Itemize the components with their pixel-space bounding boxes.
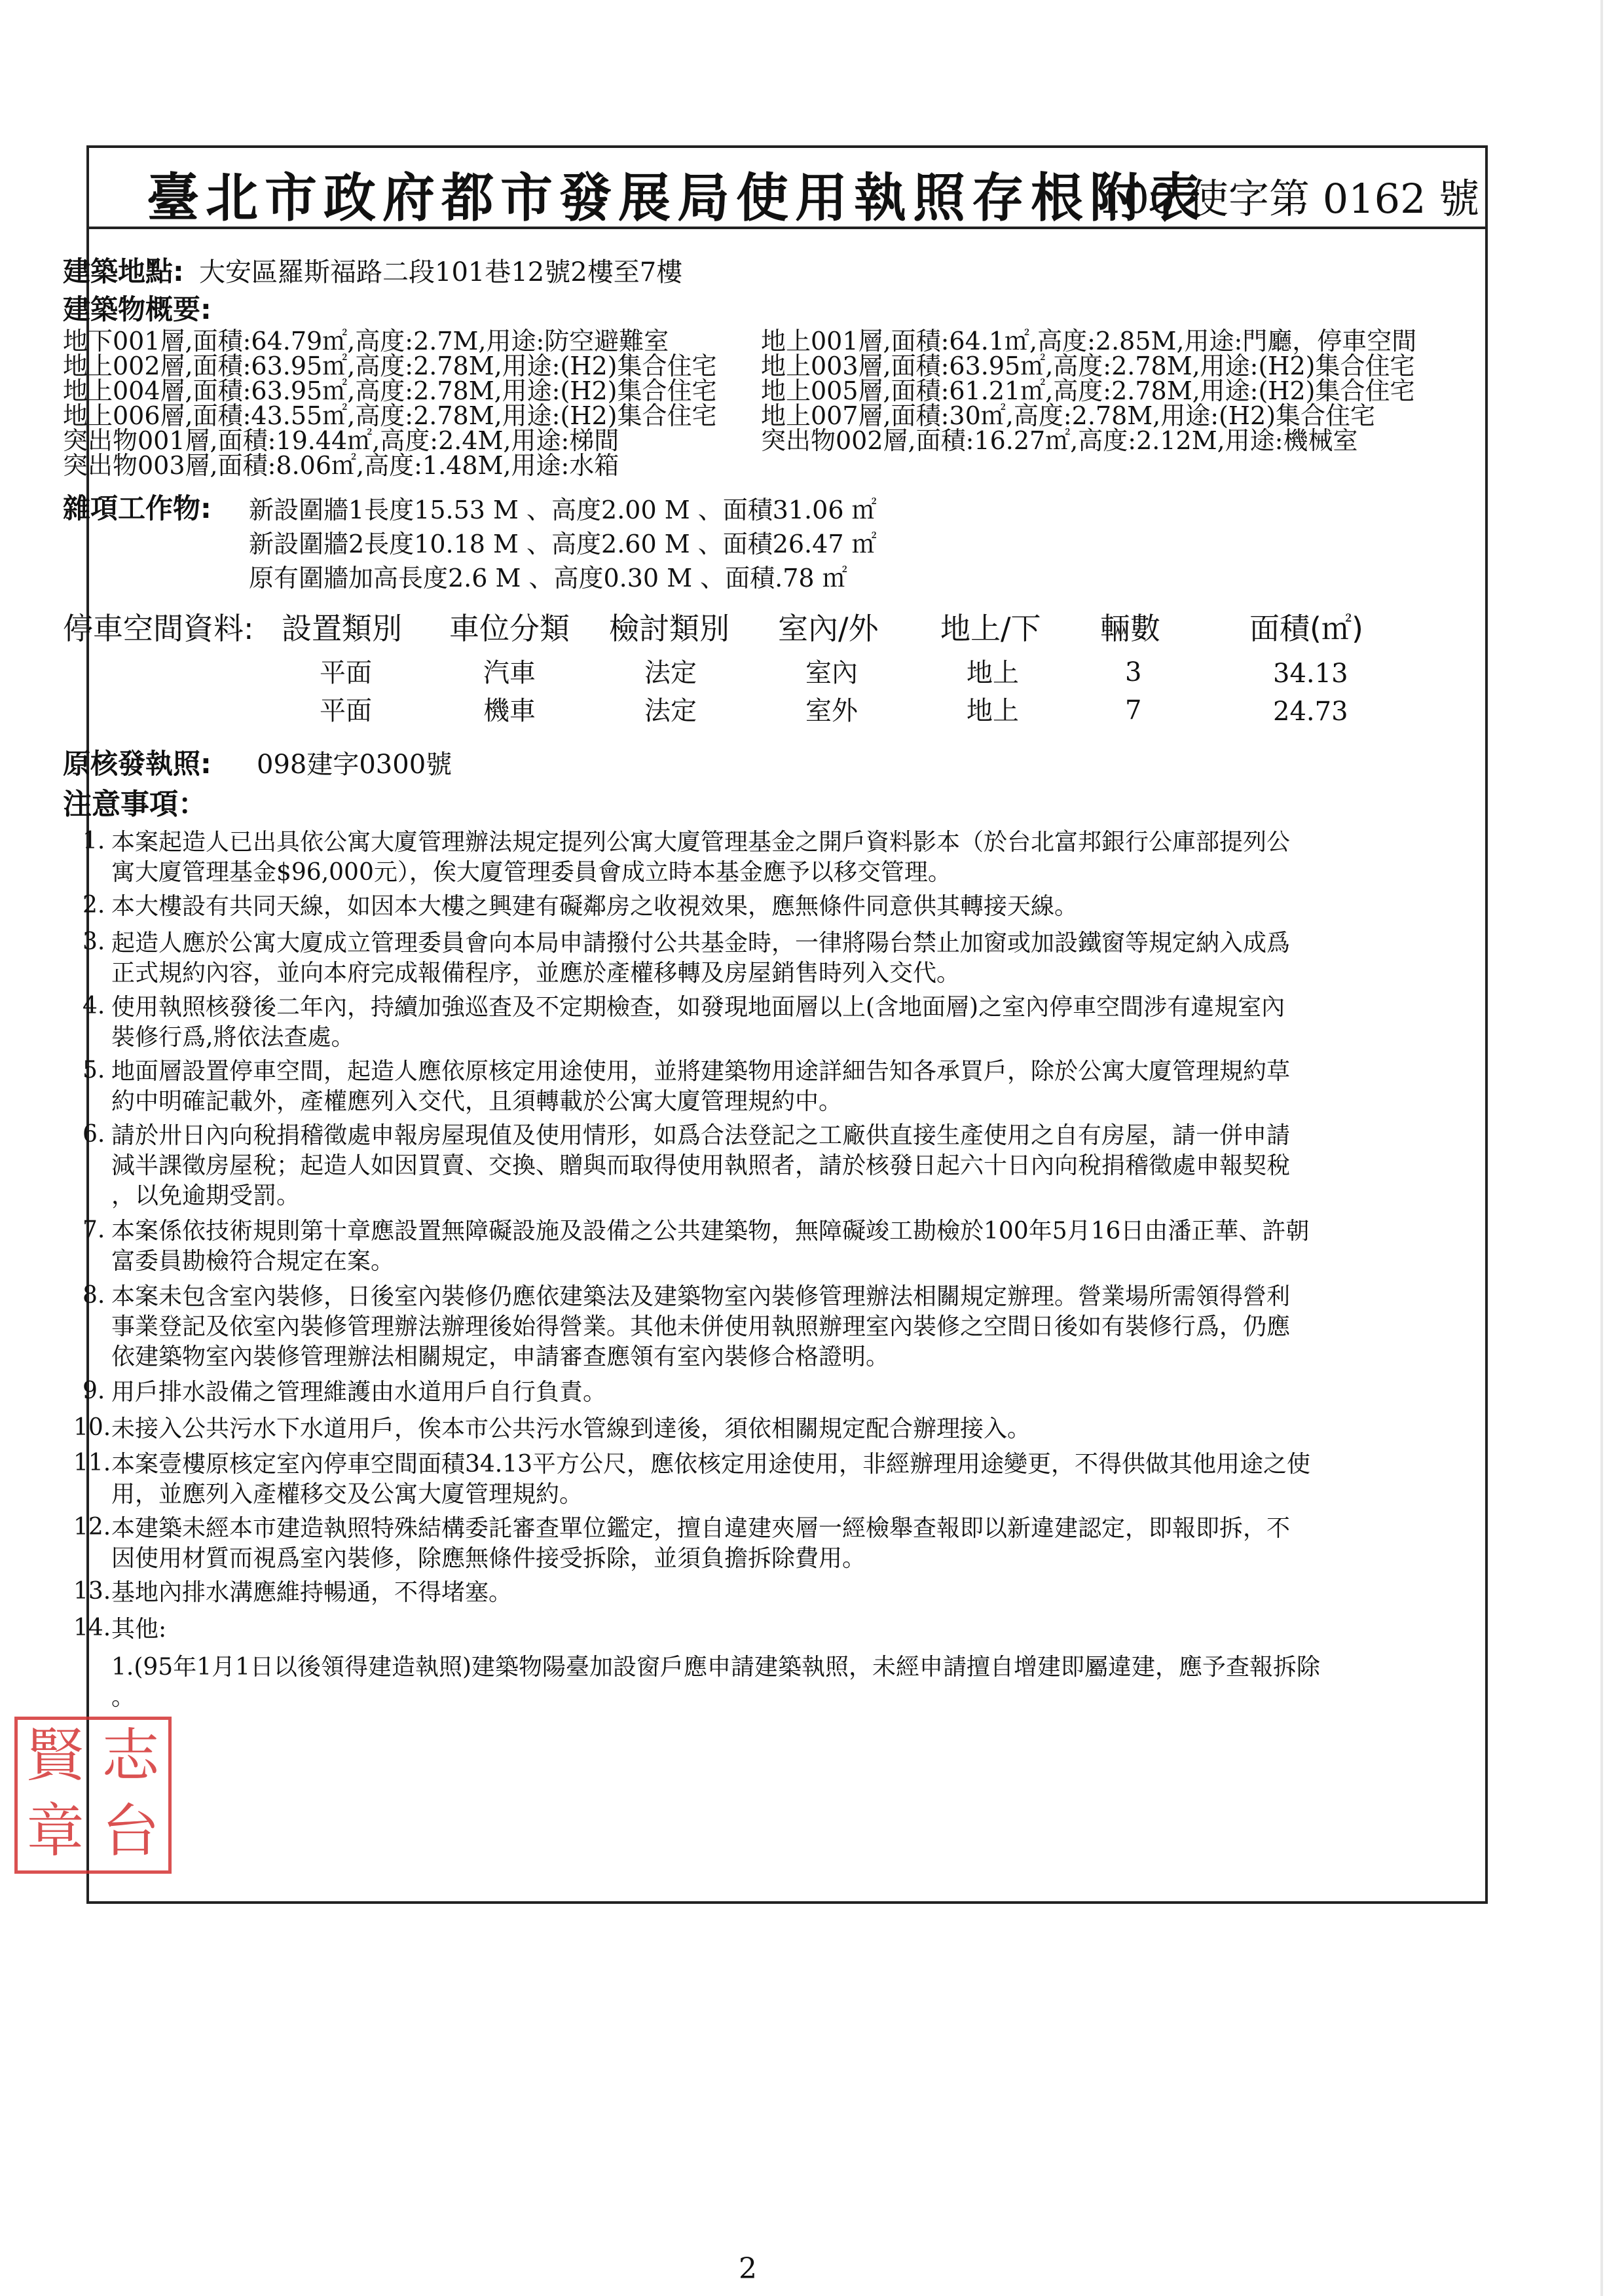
- note-line: 減半課徵房屋稅；起造人如因買賣、交換、贈與而取得使用執照者，請於核發日起六十日內向稅捐稽徵處申報契稅: [111, 1152, 1291, 1179]
- misc-item: 新設圍牆2長度10.18 M 、高度2.60 M 、面積26.47 ㎡: [249, 530, 877, 558]
- note-number: 7.: [83, 1216, 105, 1243]
- table-cell: 法定: [644, 658, 697, 688]
- note-line: 事業登記及依室內裝修管理辦法辦理後始得營業。其他未併使用執照辦理室內裝修之空間日後如有裝修行爲，仍應: [111, 1313, 1291, 1340]
- floor-line: 地上003層,面積:63.95㎡,高度:2.78M,用途:(H2)集合住宅: [761, 352, 1415, 380]
- floor-line: 地上007層,面積:30㎡,高度:2.78M,用途:(H2)集合住宅: [761, 401, 1376, 430]
- overview-label: 建築物概要:: [63, 293, 212, 325]
- note-number: 12.: [73, 1514, 111, 1540]
- floor-line: 地下001層,面積:64.79㎡,高度:2.7M,用途:防空避難室: [63, 327, 669, 355]
- table-cell: 平面: [320, 658, 372, 688]
- original-permit-label: 原核發執照:: [63, 748, 212, 780]
- note-text: [111, 993, 1493, 1053]
- document-title: 臺北市政府都市發展局使用執照存根附表: [147, 167, 1208, 228]
- floor-line: 突出物003層,面積:8.06㎡,高度:1.48M,用途:水箱: [63, 451, 619, 480]
- note-text: [111, 1414, 1493, 1444]
- note-number: 5.: [83, 1057, 105, 1084]
- note-line: 正式規約內容，並向本府完成報備程序，並應於產權移轉及房屋銷售時列入交代。: [111, 960, 961, 987]
- floor-line: 突出物001層,面積:19.44㎡,高度:2.4M,用途:梯間: [63, 426, 619, 455]
- table-cell: 法定: [644, 696, 697, 726]
- note-line: 因使用材質而視爲室內裝修，除應無條件接受拆除，並須負擔拆除費用。: [111, 1545, 866, 1572]
- parking-header: 室內/外: [778, 611, 879, 646]
- table-cell: 34.13: [1273, 659, 1348, 689]
- parking-header: 面積(㎡): [1249, 611, 1363, 646]
- note-text: [111, 828, 1493, 888]
- note-text: [111, 1282, 1493, 1372]
- note-line: 本建築未經本市建造執照特殊結構委託審查單位鑑定，擅自違建夾層一經檢舉查報即以新違建認定，即報即拆，不: [111, 1515, 1291, 1542]
- parking-header: 車位分類: [449, 611, 570, 646]
- note-number: 8.: [83, 1282, 105, 1309]
- note-line: 寓大廈管理基金$96,000元），俟大廈管理委員會成立時本基金應予以移交管理。: [111, 859, 951, 886]
- note-line: 基地內排水溝應維持暢通，不得堵塞。: [111, 1579, 513, 1606]
- misc-item: 原有圍牆加高長度2.6 M 、高度0.30 M 、面積.78 ㎡: [249, 564, 847, 592]
- note-line: 依建築物室內裝修管理辦法相關規定，申請審查應領有室內裝修合格證明。: [111, 1343, 890, 1370]
- floor-line: 突出物002層,面積:16.27㎡,高度:2.12M,用途:機械室: [761, 426, 1358, 455]
- floor-line: 地上006層,面積:43.55㎡,高度:2.78M,用途:(H2)集合住宅: [63, 401, 717, 430]
- seal-char: 志: [101, 1722, 160, 1789]
- seal-char: 台: [101, 1797, 160, 1865]
- table-cell: 3: [1125, 657, 1142, 687]
- note-text: [111, 1614, 1493, 1645]
- note-line: 用，並應列入產權移交及公寓大廈管理規約。: [111, 1481, 583, 1508]
- note-line: 1.(95年1月1日以後領得建造執照)建築物陽臺加設窗戶應申請建築執照，未經申請擅自增建即屬違建，應予查報拆除: [111, 1654, 1321, 1681]
- seal-char: 賢: [26, 1722, 84, 1789]
- misc-item: 新設圍牆1長度15.53 M 、高度2.00 M 、面積31.06 ㎡: [249, 496, 877, 524]
- note-line: 本案係依技術規則第十章應設置無障礙設施及設備之公共建築物，無障礙竣工勘檢於100年5月16日由潘正華、許朝: [111, 1218, 1310, 1245]
- note-text: [111, 1449, 1493, 1510]
- table-cell: 汽車: [483, 658, 536, 688]
- note-text: [111, 892, 1493, 922]
- note-number: 10.: [73, 1414, 111, 1441]
- misc-label: 雜項工作物:: [63, 492, 212, 524]
- table-cell: 地上: [967, 696, 1019, 726]
- note-number: 9.: [83, 1377, 105, 1404]
- note-number: 13.: [73, 1578, 111, 1605]
- note-line: 。: [111, 1684, 136, 1711]
- note-number: 14.: [73, 1614, 111, 1641]
- note-line: 約中明確記載外，產權應列入交代，且須轉載於公寓大廈管理規約中。: [111, 1088, 843, 1115]
- note-number: 6.: [83, 1121, 105, 1148]
- official-seal: [14, 1717, 172, 1874]
- table-cell: 7: [1125, 695, 1142, 725]
- site-value: 大安區羅斯福路二段101巷12號2樓至7樓: [199, 257, 683, 287]
- note-line: 本案壹樓原核定室內停車空間面積34.13平方公尺，應依核定用途使用，非經辦理用途變更，不得供做其他用途之使: [111, 1451, 1311, 1478]
- note-line: 富委員勘檢符合規定在案。: [111, 1248, 395, 1275]
- table-cell: 室內: [805, 658, 858, 688]
- parking-header: 檢討類別: [609, 611, 729, 646]
- note-line: 其他:: [111, 1616, 167, 1643]
- table-cell: 室外: [805, 696, 858, 726]
- note-number: 3.: [83, 928, 105, 955]
- seal-char: 章: [26, 1797, 84, 1865]
- note-number: 11.: [73, 1449, 111, 1476]
- note-line: 裝修行爲,將依法查處。: [111, 1024, 355, 1051]
- note-line: 未接入公共污水下水道用戶，俟本市公共污水管線到達後，須依相關規定配合辦理接入。: [111, 1415, 1031, 1442]
- parking-header: 設置類別: [282, 611, 402, 646]
- note-line: 使用執照核發後二年內，持續加強巡査及不定期檢查，如發現地面層以上(含地面層)之室內停車空間涉有違規室內: [111, 994, 1285, 1021]
- other-note: [111, 1652, 1493, 1713]
- note-text: [111, 1377, 1493, 1408]
- parking-header: 地上/下: [940, 611, 1041, 646]
- note-line: 請於卅日內向稅捐稽徵處申報房屋現值及使用情形，如爲合法登記之工廠供直接生產使用之自有房屋，請一併申請: [111, 1122, 1291, 1149]
- note-line: 用戶排水設備之管理維護由水道用戶自行負責。: [111, 1379, 607, 1406]
- site-label: 建築地點:: [63, 255, 184, 287]
- note-number: 4.: [83, 993, 105, 1019]
- note-text: [111, 1514, 1493, 1574]
- parking-label: 停車空間資料:: [63, 611, 254, 646]
- page-edge: [1600, 0, 1603, 2296]
- title-row: [89, 148, 1485, 229]
- note-text: [111, 1121, 1493, 1211]
- note-line: ，以免逾期受罰。: [111, 1182, 301, 1209]
- table-cell: 地上: [967, 658, 1019, 688]
- note-line: 地面層設置停車空間，起造人應依原核定用途使用，並將建築物用途詳細告知各承買戶，除於公寓大廈管理規約草: [111, 1058, 1291, 1085]
- floor-line: 地上004層,面積:63.95㎡,高度:2.78M,用途:(H2)集合住宅: [63, 376, 717, 405]
- note-text: [111, 1057, 1493, 1117]
- table-cell: 機車: [483, 696, 536, 726]
- note-number: 1.: [83, 828, 105, 854]
- note-text: [111, 1216, 1493, 1277]
- note-line: 本案未包含室內裝修，日後室內裝修仍應依建築法及建築物室內裝修管理辦法相關規定辦理。營業場所需領得營利: [111, 1283, 1291, 1310]
- note-text: [111, 928, 1493, 989]
- notes-label: 注意事項：: [63, 788, 207, 821]
- note-line: 本案起造人已出具依公寓大廈管理辦法規定提列公寓大廈管理基金之開戶資料影本（於台北富邦銀行公庫部提列公: [111, 829, 1291, 856]
- floor-line: 地上002層,面積:63.95㎡,高度:2.78M,用途:(H2)集合住宅: [63, 352, 717, 380]
- note-text: [111, 1578, 1493, 1608]
- table-cell: 平面: [320, 696, 372, 726]
- table-cell: 24.73: [1273, 697, 1348, 727]
- parking-header: 輛數: [1100, 611, 1160, 646]
- note-number: 2.: [83, 892, 105, 919]
- floor-line: 地上005層,面積:61.21㎡,高度:2.78M,用途:(H2)集合住宅: [761, 376, 1415, 405]
- note-line: 本大樓設有共同天線，如因本大樓之興建有礙鄰房之收視效果，應無條件同意供其轉接天線。: [111, 893, 1079, 920]
- original-permit-value: 098建字0300號: [257, 750, 452, 780]
- floor-line: 地上001層,面積:64.1㎡,高度:2.85M,用途:門廳，停車空間: [761, 327, 1417, 355]
- permit-number: 100 使字第 0162 號: [1098, 175, 1480, 223]
- page-number: 2: [739, 2252, 757, 2286]
- note-line: 起造人應於公寓大廈成立管理委員會向本局申請撥付公共基金時，一律將陽台禁止加窗或加設鐵窗等規定納入成爲: [111, 930, 1291, 957]
